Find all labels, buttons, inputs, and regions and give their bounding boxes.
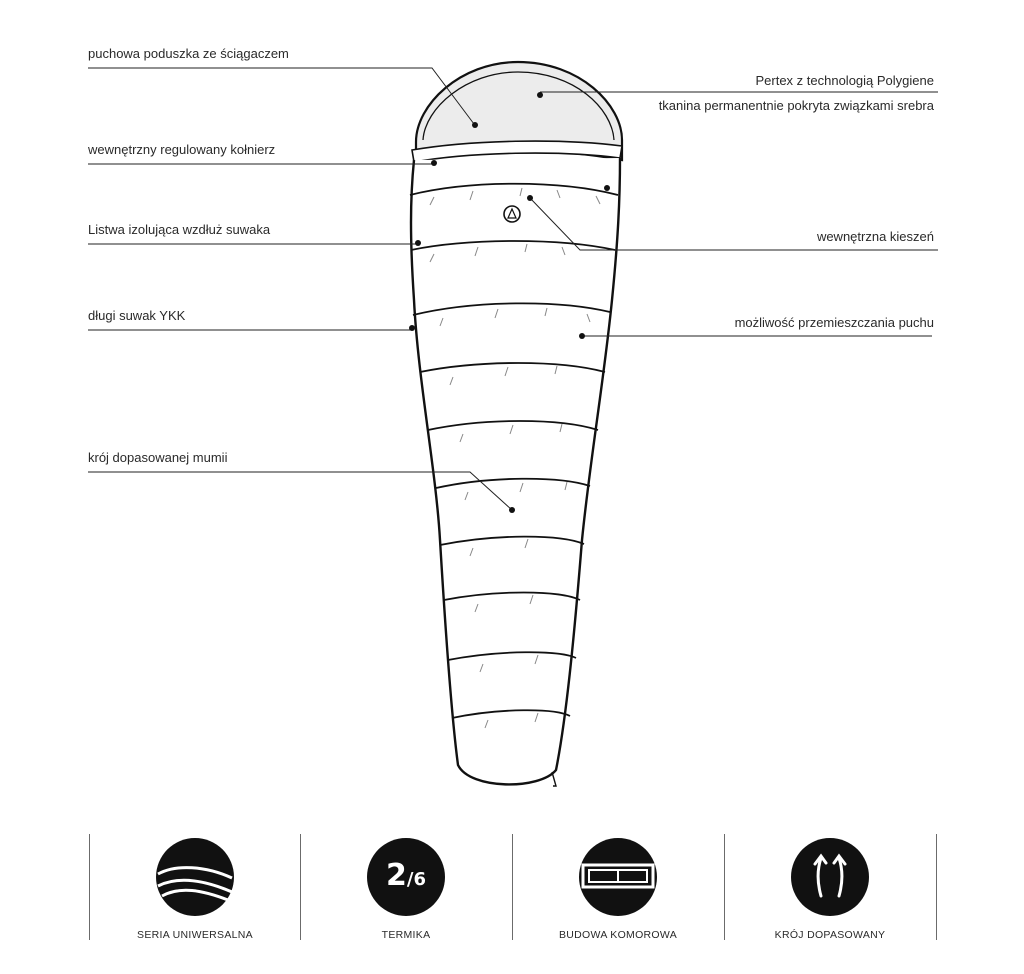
feature-fitted-cut	[725, 834, 935, 944]
callout-pillow: puchowa poduszka ze ściągaczem	[88, 46, 289, 61]
thermal-rating-value: 2	[386, 858, 407, 893]
callout-pocket: wewnętrzna kieszeń	[816, 229, 934, 244]
foot-zipper-pull	[552, 772, 556, 786]
bag-body-outline	[411, 158, 620, 784]
thermal-rating-icon: 2/6	[367, 838, 445, 916]
feature-chamber-construction	[513, 834, 723, 944]
callout-fabric-note: tkanina permanentnie pokryta związkami srebra	[658, 98, 934, 113]
feature-caption: KRÓJ DOPASOWANY	[774, 929, 886, 941]
waves-icon	[156, 838, 234, 916]
feature-universal-series	[90, 834, 300, 944]
fitted-arrows-icon	[791, 838, 869, 916]
callout-down-shift: możliwość przemieszczania puchu	[734, 315, 934, 330]
callout-mummy-cut: krój dopasowanej mumii	[88, 450, 228, 465]
feature-thermal	[301, 834, 511, 944]
callout-zipper: długi suwak YKK	[88, 308, 186, 323]
chamber-construction-icon	[579, 838, 657, 916]
callout-zip-baffle: Listwa izolująca wzdłuż suwaka	[88, 222, 271, 237]
feature-divider	[936, 834, 937, 940]
feature-caption: BUDOWA KOMOROWA	[558, 929, 678, 941]
feature-caption: TERMIKA	[381, 929, 431, 941]
callout-collar: wewnętrzny regulowany kołnierz	[88, 142, 276, 157]
callout-fabric: Pertex z technologią Polygiene	[755, 73, 934, 88]
feature-caption: SERIA UNIWERSALNA	[137, 929, 253, 941]
thermal-rating-max: 6	[413, 869, 426, 890]
